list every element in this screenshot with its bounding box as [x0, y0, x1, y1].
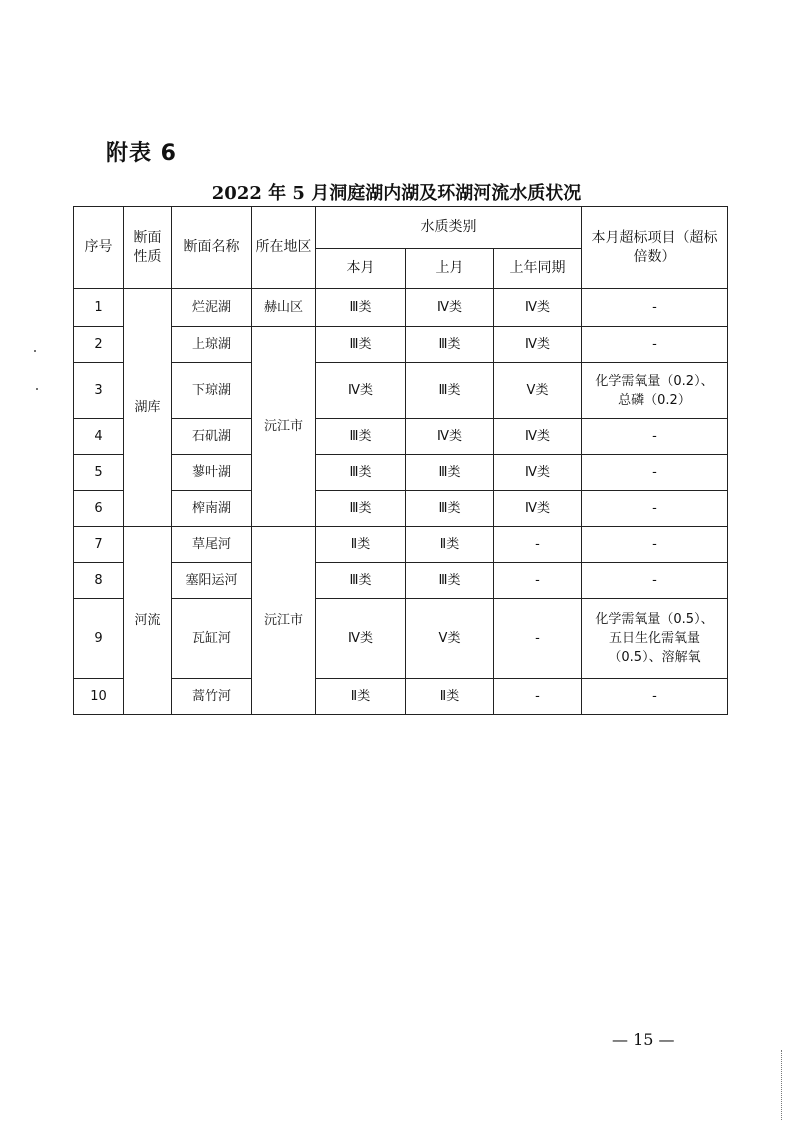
water-quality-table — [73, 206, 728, 715]
district-yuanjiang-lakes: 沅江市 — [252, 327, 316, 527]
cell-name: 草尾河 — [172, 527, 252, 563]
header-district: 所在地区 — [252, 207, 316, 289]
cell-name: 榨南湖 — [172, 491, 252, 527]
cell-name: 蒿竹河 — [172, 679, 252, 715]
exceed-line: 化学需氧量（0.5）、 — [595, 612, 714, 627]
header-this-month: 本月 — [316, 249, 406, 289]
table-row — [74, 527, 728, 563]
cell-this-month: Ⅱ类 — [316, 679, 406, 715]
table-row — [74, 327, 728, 363]
cell-last-year: - — [494, 679, 582, 715]
cell-exceed: - — [582, 419, 728, 455]
table-title: 2022 年 5 月洞庭湖内湖及环湖河流水质状况 — [211, 183, 582, 204]
cell-exceed: - — [582, 289, 728, 327]
cell-name: 上琼湖 — [172, 327, 252, 363]
cell-this-month: Ⅲ类 — [316, 455, 406, 491]
scan-speck — [34, 350, 36, 352]
cell-this-month: Ⅲ类 — [316, 289, 406, 327]
cell-exceed — [582, 363, 728, 419]
cell-seq: 5 — [74, 455, 124, 491]
cell-last-month: Ⅲ类 — [406, 327, 494, 363]
table-row — [74, 491, 728, 527]
cell-last-month: Ⅱ类 — [406, 527, 494, 563]
cell-this-month: Ⅲ类 — [316, 563, 406, 599]
cell-exceed: - — [582, 455, 728, 491]
scan-edge-line — [781, 1050, 782, 1120]
cell-this-month: Ⅲ类 — [316, 491, 406, 527]
cell-name: 蓼叶湖 — [172, 455, 252, 491]
table-row — [74, 455, 728, 491]
cell-last-year: Ⅳ类 — [494, 419, 582, 455]
cell-exceed — [582, 599, 728, 679]
appendix-label: 附表 6 — [106, 141, 177, 166]
exceed-line: 五日生化需氧量 — [608, 631, 700, 646]
table-row — [74, 419, 728, 455]
cell-last-month: Ⅳ类 — [406, 289, 494, 327]
cell-name: 瓦缸河 — [172, 599, 252, 679]
cell-last-year: - — [494, 563, 582, 599]
cell-last-month: Ⅲ类 — [406, 491, 494, 527]
header-water-class: 水质类别 — [316, 207, 582, 249]
cell-seq: 9 — [74, 599, 124, 679]
header-section-name: 断面名称 — [172, 207, 252, 289]
cell-this-month: Ⅲ类 — [316, 327, 406, 363]
cell-last-month: Ⅲ类 — [406, 563, 494, 599]
group-lake: 湖库 — [124, 289, 172, 527]
table-row — [74, 363, 728, 419]
header-exceed: 本月超标项目（超标倍数） — [582, 207, 728, 289]
exceed-line: （0.5）、溶解氧 — [608, 650, 701, 665]
table-row — [74, 289, 728, 327]
cell-last-year: Ⅳ类 — [494, 327, 582, 363]
district-heshan: 赫山区 — [252, 289, 316, 327]
cell-seq: 3 — [74, 363, 124, 419]
header-seq: 序号 — [74, 207, 124, 289]
cell-last-month: Ⅲ类 — [406, 455, 494, 491]
table-row — [74, 679, 728, 715]
cell-name: 烂泥湖 — [172, 289, 252, 327]
exceed-line: 总磷（0.2） — [618, 392, 691, 408]
cell-last-year: Ⅳ类 — [494, 491, 582, 527]
district-yuanjiang-rivers: 沅江市 — [252, 527, 316, 715]
cell-exceed: - — [582, 679, 728, 715]
cell-name: 塞阳运河 — [172, 563, 252, 599]
cell-exceed: - — [582, 327, 728, 363]
cell-name: 下琼湖 — [172, 363, 252, 419]
table-row — [74, 563, 728, 599]
header-section-type: 断面性质 — [124, 207, 172, 289]
cell-last-year: Ⅳ类 — [494, 455, 582, 491]
cell-last-year: Ⅳ类 — [494, 289, 582, 327]
cell-seq: 2 — [74, 327, 124, 363]
cell-exceed: - — [582, 527, 728, 563]
cell-exceed: - — [582, 563, 728, 599]
cell-name: 石矶湖 — [172, 419, 252, 455]
cell-last-month: Ⅴ类 — [406, 599, 494, 679]
header-last-month: 上月 — [406, 249, 494, 289]
cell-seq: 6 — [74, 491, 124, 527]
cell-last-month: Ⅱ类 — [406, 679, 494, 715]
cell-this-month: Ⅲ类 — [316, 419, 406, 455]
header-last-year: 上年同期 — [494, 249, 582, 289]
cell-seq: 7 — [74, 527, 124, 563]
cell-last-month: Ⅲ类 — [406, 363, 494, 419]
group-river: 河流 — [124, 527, 172, 715]
cell-seq: 1 — [74, 289, 124, 327]
page-number: — 15 — — [612, 1030, 675, 1049]
cell-this-month: Ⅳ类 — [316, 599, 406, 679]
cell-seq: 4 — [74, 419, 124, 455]
cell-last-year: - — [494, 599, 582, 679]
cell-seq: 8 — [74, 563, 124, 599]
cell-exceed: - — [582, 491, 728, 527]
cell-last-month: Ⅳ类 — [406, 419, 494, 455]
exceed-line: 化学需氧量（0.2）、 — [595, 373, 714, 389]
cell-this-month: Ⅳ类 — [316, 363, 406, 419]
scan-speck — [36, 388, 38, 390]
cell-seq: 10 — [74, 679, 124, 715]
table-row — [74, 599, 728, 679]
cell-this-month: Ⅱ类 — [316, 527, 406, 563]
cell-last-year: - — [494, 527, 582, 563]
cell-last-year: Ⅴ类 — [494, 363, 582, 419]
